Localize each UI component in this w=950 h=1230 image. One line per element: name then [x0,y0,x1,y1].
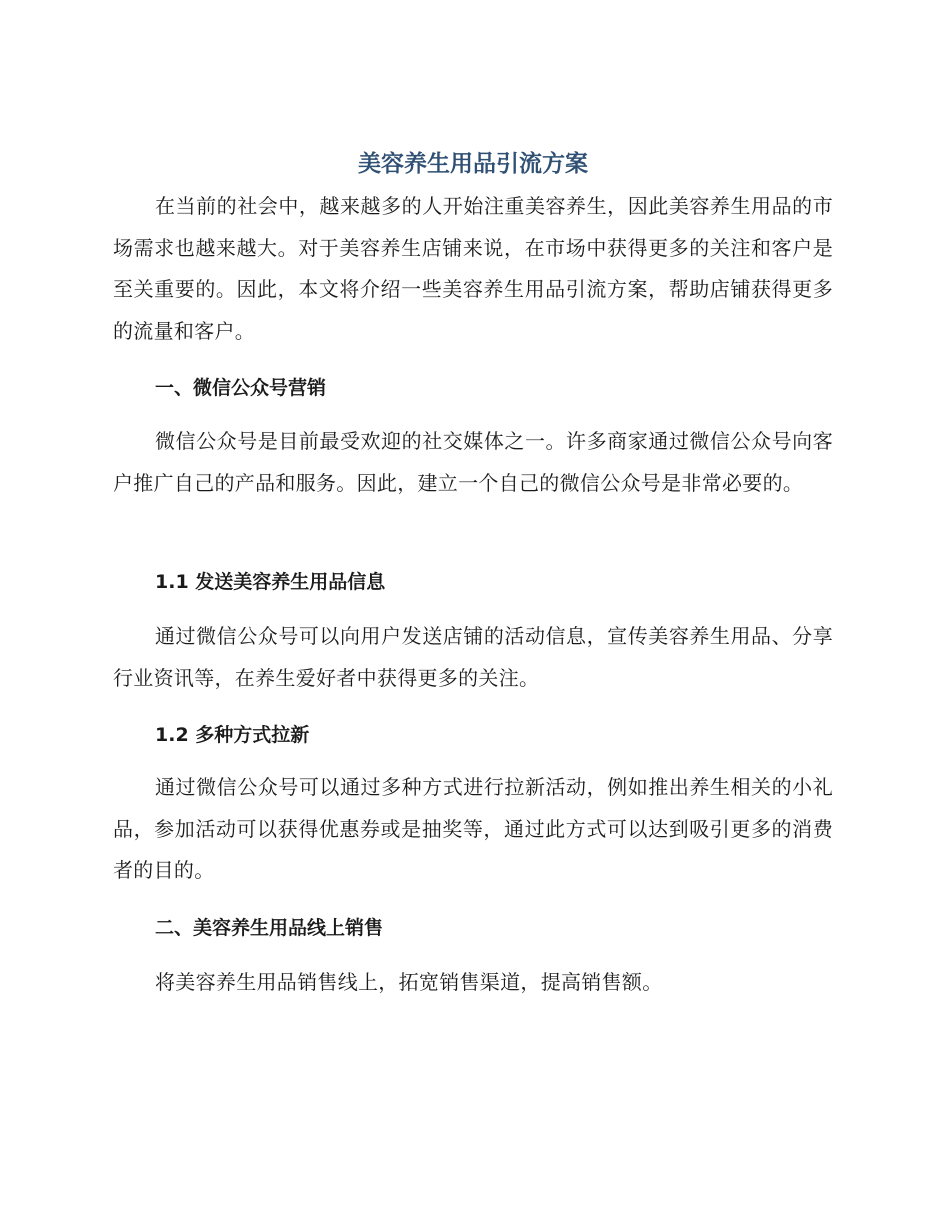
document-title: 美容养生用品引流方案 [358,151,588,177]
section-2-heading: 二、美容养生用品线上销售 [155,917,384,939]
section-2-paragraph: 将美容养生用品销售线上，拓宽销售渠道，提高销售额。 [155,970,663,994]
intro-paragraph: 在当前的社会中，越来越多的人开始注重美容养生，因此美容养生用品的市场需求也越来越大。对于美容养生店铺来说，在市场中获得更多的关注和客户是至关重要的。因此，本文将介绍一些美容养生用品引流方案，帮助店铺获得更多的流量和客户。 [113,194,833,343]
section-1-2-heading: 1.2 多种方式拉新 [155,724,310,746]
section-1-1-heading: 1.1 发送美容养生用品信息 [155,571,386,593]
section-1-1-paragraph: 通过微信公众号可以向用户发送店铺的活动信息，宣传美容养生用品、分享行业资讯等，在养生爱好者中获得更多的关注。 [113,624,833,690]
section-1-2-paragraph: 通过微信公众号可以通过多种方式进行拉新活动，例如推出养生相关的小礼品，参加活动可以获得优惠券或是抽奖等，通过此方式可以达到吸引更多的消费者的目的。 [113,775,833,882]
section-1-heading: 一、微信公众号营销 [155,377,327,399]
section-1-paragraph: 微信公众号是目前最受欢迎的社交媒体之一。许多商家通过微信公众号向客户推广自己的产品和服务。因此，建立一个自己的微信公众号是非常必要的。 [113,429,833,495]
